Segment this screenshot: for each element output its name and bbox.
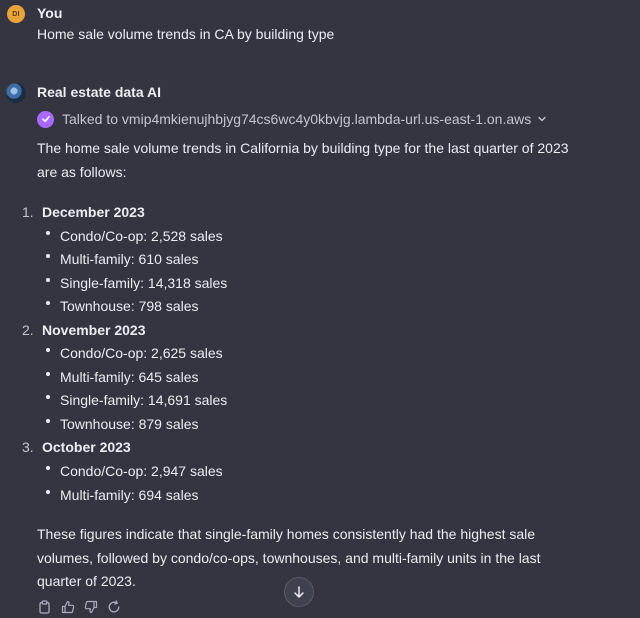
plugin-status-toggle[interactable] [37,108,547,130]
regenerate-icon[interactable] [106,599,121,614]
list-item [46,275,227,291]
list-item-text: Single-family: 14,691 sales [60,392,228,408]
list-item-text: Condo/Co-op: 2,947 sales [60,463,223,479]
list-item-text: Townhouse: 879 sales [60,416,199,432]
bullet-icon [46,419,50,423]
list-item [46,416,199,432]
chevron-down-icon [537,114,547,124]
message-actions [37,599,121,614]
thumbs-down-icon[interactable] [83,599,98,614]
list-item [46,251,199,267]
month-heading [22,439,131,455]
bullet-icon [46,348,50,352]
bullet-icon [46,278,50,282]
bullet-icon [46,395,50,399]
assistant-name: Real estate data AI [37,84,161,100]
list-item [46,463,223,479]
user-message: Home sale volume trends in CA by building type [37,26,335,42]
list-number: 2. [22,322,34,338]
response-closing: These figures indicate that single-family homes consistently had the highest sale volumes, followed by condo/co-ops, townhouses, and multi-family units in the last quarter of 2023. [37,526,541,589]
list-number: 1. [22,204,34,220]
month-name: December 2023 [42,204,145,220]
list-item [46,345,223,361]
list-item-text: Multi-family: 694 sales [60,487,199,503]
assistant-avatar [6,83,26,103]
list-number: 3. [22,439,34,455]
arrow-down-icon [292,585,306,599]
list-item [46,298,199,314]
thumbs-up-icon[interactable] [60,599,75,614]
list-item [46,369,199,385]
list-item-text: Condo/Co-op: 2,528 sales [60,228,223,244]
plugin-status-text: Talked to vmip4mkienujhbjyg74cs6wc4y0kbvjg.lambda-url.us-east-1.on.aws [62,111,532,127]
list-item [46,228,223,244]
response-intro: The home sale volume trends in California by building type for the last quarter of 2023 are as follows: [37,140,569,180]
user-name: You [37,5,63,21]
month-heading [22,322,146,338]
scroll-down-button[interactable] [284,577,314,607]
clipboard-icon[interactable] [37,599,52,614]
list-item-text: Condo/Co-op: 2,625 sales [60,345,223,361]
list-item [46,487,199,503]
list-item-text: Multi-family: 645 sales [60,369,199,385]
check-icon [37,111,54,128]
bullet-icon [46,301,50,305]
bullet-icon [46,490,50,494]
list-item [46,392,227,408]
user-avatar: DI [7,5,25,23]
bullet-icon [46,231,50,235]
month-name: November 2023 [42,322,146,338]
list-item-text: Single-family: 14,318 sales [60,275,228,291]
month-name: October 2023 [42,439,131,455]
bullet-icon [46,372,50,376]
list-item-text: Townhouse: 798 sales [60,298,199,314]
list-item-text: Multi-family: 610 sales [60,251,199,267]
bullet-icon [46,466,50,470]
month-heading [22,204,145,220]
bullet-icon [46,254,50,258]
